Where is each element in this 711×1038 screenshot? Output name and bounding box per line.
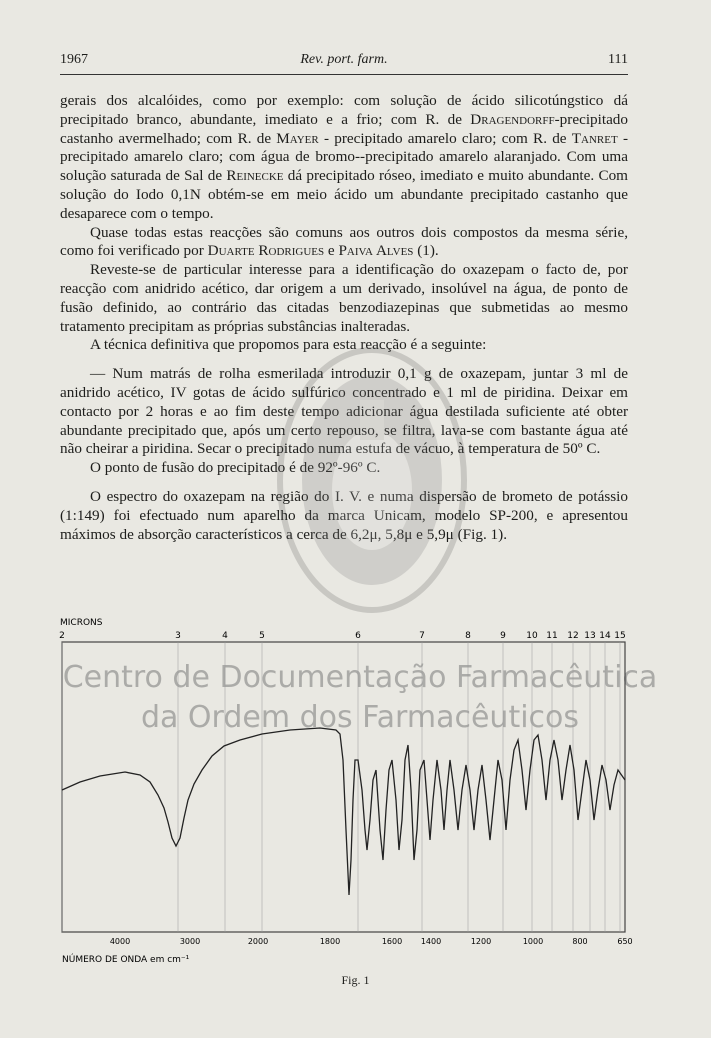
top-axis-ticks: [59, 631, 626, 641]
page-header: [60, 50, 628, 75]
bottom-tick-label: 800: [572, 937, 588, 946]
spectrum-trace: [62, 728, 625, 895]
top-axis-label: MICRONS: [60, 618, 103, 628]
top-tick-label: 13: [584, 631, 596, 641]
bottom-tick-label: 1400: [420, 937, 442, 946]
paragraph-technique-intro: A técnica definitiva que propomos para esta reacção é a seguinte:: [90, 336, 487, 354]
article-body: [60, 92, 628, 544]
top-tick-label: 9: [500, 631, 506, 641]
chart-frame: [62, 642, 625, 932]
top-tick-label: 4: [222, 631, 228, 641]
bottom-axis-ticks: [110, 937, 633, 946]
bottom-tick-label: 4000: [109, 937, 131, 946]
paragraph-identification: Reveste-se de particular interesse para a identificação do oxazepam o facto de, por reacção com anidrido acético, dar origem a um derivado, insolúvel na água, de ponto de fusão definido, ao contrário das citadas benzodiazepinas que submetidas ao mesmo tratamento precipitam as próprias substâncias inalteradas.: [60, 261, 628, 335]
bottom-tick-label: 1600: [381, 937, 403, 946]
header-journal-title: Rev. port. farm.: [300, 52, 388, 67]
top-tick-label: 5: [259, 631, 265, 641]
watermark-line-2: da Ordem dos Farmacêuticos: [140, 700, 580, 735]
bottom-tick-label: 1200: [470, 937, 492, 946]
paragraph-common-reactions: Quase todas estas reacções são comuns aos outros dois compostos da mesma série, como foi verificado por Duarte Rodrigues e Paiva Alves (1).: [60, 223, 628, 260]
header-year: 1967: [60, 52, 88, 67]
top-tick-label: 15: [614, 631, 626, 641]
chart-grid: [62, 642, 620, 932]
watermark-line-1: Centro de Documentação Farmacêutica: [62, 660, 658, 695]
bottom-tick-label: 1000: [522, 937, 544, 946]
top-tick-label: 8: [465, 631, 471, 641]
top-tick-label: 12: [567, 631, 579, 641]
paragraph-reagents: gerais dos alcalóides, como por exemplo: com solução de ácido silicotúngstico dá precipitado branco, abundante, imediato e a frio; com R. de Dragendorff-precipitado castanho avermelhado; com R. de Mayer - precipitado amarelo claro; com R. de Tanret - precipitado amarelo claro; com água de bromo--precipitado amarelo alaranjado. Com uma solução saturada de Sal de Reinecke dá precipitado róseo, imediato e muito abundante. Com solução do Iodo 0,1N obtém-se em meio ácido um abundante precipitado castanho que desaparece com o tempo.: [60, 92, 628, 222]
bottom-tick-label: 1800: [319, 937, 341, 946]
ir-spectrum-chart: [0, 612, 711, 992]
top-tick-label: 2: [59, 631, 65, 641]
bottom-axis-label: NÚMERO DE ONDA em cm⁻¹: [62, 955, 190, 965]
top-tick-label: 3: [175, 631, 181, 641]
top-tick-label: 11: [546, 631, 558, 641]
figure-caption: Fig. 1: [341, 973, 370, 987]
top-tick-label: 7: [419, 631, 425, 641]
bottom-tick-label: 650: [617, 937, 633, 946]
header-page-number: 111: [608, 52, 628, 67]
top-tick-label: 14: [599, 631, 611, 641]
paragraph-spectrum: O espectro do oxazepam na região do I. V. e numa dispersão de brometo de potássio (1:149) foi efectuado num aparelho da marca Unicam, modelo SP-200, e apresentou máximos de absorção característicos a cerca de 6,2μ, 5,8μ e 5,9μ (Fig. 1).: [60, 487, 628, 543]
paragraph-melting-point: O ponto de fusão do precipitado é de 92º-96º C.: [90, 459, 381, 477]
paragraph-technique: — Num matrás de rolha esmerilada introduzir 0,1 g de oxazepam, juntar 3 ml de anidrido acético, IV gotas de ácido sulfúrico concentrado e 1 ml de piridina. Deixar em contacto por 2 horas e ao fim deste tempo adicionar água destilada suficiente até obter abundante precipitado que, após um certo repouso, se filtra, lava-se com bastante água até não cheirar a piridina. Secar o precipitado numa estufa de vácuo, à temperatura de 50º C.: [60, 365, 628, 458]
bottom-tick-label: 3000: [179, 937, 201, 946]
top-tick-label: 10: [526, 631, 538, 641]
top-tick-label: 6: [355, 631, 361, 641]
bottom-tick-label: 2000: [247, 937, 269, 946]
